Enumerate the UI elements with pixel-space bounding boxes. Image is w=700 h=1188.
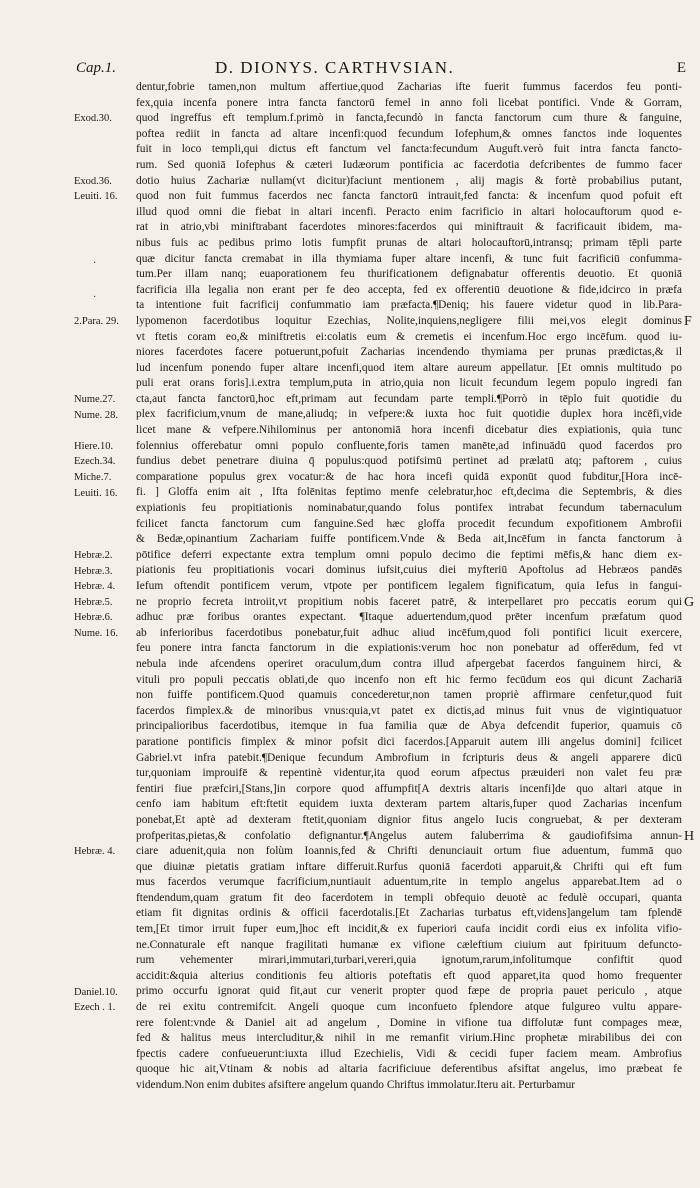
text-line: fentiri fiue præfciri,[Stans,]in corpore quod affumpfit[A dextris altaris incenfi]de quo altari atque in [136,782,682,795]
margin-reference: Hebræ.2. [74,550,113,561]
text-line: feu ponere intra fancta fanctorum in die expiationis:verum hoc non ponebatur ad offerēdum, fed vt [136,642,682,655]
margin-reference: Hebræ. 4. [74,846,116,858]
text-line: que diuinæ pietatis gratiam inftare differuit.Rurfus quoniā facerdoti apparuit,& Chrifti qui eft fum [136,860,682,873]
text-line: paratione pontificis fimplex & minor pofsit dici facerdos.[Apparuit autem illi angelus domini] fcilicet [136,735,682,748]
text-line: primo occurfu ignorat quid fit,aut cur venerit propter quod fæpe de propria pauet periculo , atque [136,985,682,998]
margin-reference: Nume. 16. [74,628,119,639]
text-line: accidit:&quia alterius conditionis feu altioris poteftatis eft quod apparet,ita quod homo frequenter [136,969,682,982]
paragraph-mark: · [93,258,97,269]
margin-reference: Daniel.10. [74,986,118,998]
margin-reference: Hiere.10. [74,440,114,452]
text-line: nibus fuis ac pedibus primo lotis fumpfit prunas de altari holocauftorū,intransq; primam tēpli parte [136,236,682,249]
text-line: fed & halitus meus intercluditur,& nihil in me remanfit virium.Hinc prophetæ mirabilibus dei con [136,1032,682,1045]
text-line: facerdos fimplex.& de minoribus vnus:quia,vt patet ex dictis,ad minus fuit vnus de vigintiquatuor [136,704,682,717]
text-line: fcilicet fancta fanctorum cum fanguine.Sed hæc gloffa procedit fecundum expofitionem Ambrofii [136,517,682,530]
margin-reference: Exod.36. [74,175,112,187]
margin-reference: Hebræ.5. [74,596,113,608]
running-title: D. DIONYS. CARTHVSIAN. [215,58,455,77]
text-line: facrificia illa legalia non erant per fe deo accepta, fed ex offerentiū deuotione & fide,idcirco in præfa [136,283,682,296]
text-line: niores facerdotes facere potuerunt,pofuit Zacharias incendendo thymiama per prunas prædictas,& il [136,346,682,359]
text-line: tum.Per illam nanq; euaporationem feu thurificationem defignabatur offerentis deuotio. Et quoniā [136,268,682,281]
commentary-text [136,80,682,1094]
chapter-label: Cap.1. [76,60,117,76]
margin-reference: Ezech . 1. [74,1002,116,1014]
text-line: licet mane & vefpere.Nihilominus per antonomiā hora incenfi dicebatur dies expiationis, quia tunc [136,424,682,437]
text-line: quod ingreffus eft templum.f.primò in fancta,fecundò in fancta fanctorum cum thure & fanguine, [136,112,682,125]
text-line: fuit in loco templi,qui dictus eft fanctum vel fancta:fecundum Auguft.verò fuit intra fancta fancto- [136,143,682,156]
text-line: poftea rediit in fancta ad altare incenfi:quod fecundum Iofephum,& omnes fanctos inde loquentes [136,127,682,140]
text-line: plex facrificium,vnum de mane,aliudq; in vefpere:& iuxta hoc fuit quotidie duplex hora incēfi,vide [136,408,682,421]
text-line: fi. ] Gloffa enim ait , Ifta folēnitas feptimo menfe celebratur,hoc eft,decima die Septembris, & dies [136,486,682,499]
text-line: quoque hic ait,Vtinam & nobis ad altaria facrificiuue deferentibus afsiftat angelus, imo præbeat fe [136,1063,682,1076]
text-line: pōtifice deferri expectante extra templum omni populo decimo die feptimi mēfis,& hanc diem ex- [136,548,682,561]
text-line: de rei exitu contremifcit. Angeli quoque cum inconfueto fplendore atque fulgureo vultu appare- [136,1001,682,1014]
text-line: lypomenon facerdotibus loquitur Ezechias, Nolite,inquiens,negligere filii mei,vos elegit dominus [136,314,682,327]
text-line: tur,quoniam improuifē & repentinè videntur,ita quod eorum afpectus præuideri non valet feu præ [136,767,682,780]
text-line: Gabriel.vt infra patebit.¶Denique fecundum Ambrofium in fcripturis deus & angeli apparere dicū [136,751,682,764]
text-line: vituli pro populi peccatis oblati,de quo incenfo non eft hic fermo fecūdum eos qui dicunt Zachariā [136,673,682,686]
text-line: rum. Sed quoniā Iofephus & cæteri Iudæorum pontificia ac facerdotia defcribentes de fummo facer [136,158,682,171]
text-line: piationis feu propitiationis vocari dominus iufsit,cuius diei myfteriū Apoftolus ad Hebræos pandēs [136,564,682,577]
text-line: ab inferioribus facerdotibus ponebatur,fuit adhuc aliud incēfum,quod foli pontifici licuit exercere, [136,626,682,639]
section-letter: G [684,594,695,610]
text-line: tem,[Et timor irruit fuper eum,]hoc eft incidit,& ex fuperiori caufa incidit cordi eius ex infolita vifio- [136,923,682,936]
margin-reference: Hebræ. 4. [74,581,116,593]
text-line: ftendendum,quam gratum fit deo facerdotem in templi obfequio deuotè ac fedulè occupari, quanta [136,891,682,904]
text-line: principalioribus facerdotibus, itemque in fua familia quæ de Abya defcendit fuperior, quamuis cō [136,720,682,733]
margin-reference: Nume.27. [74,394,116,405]
text-line: illud quod omni die fiebat in altari incenfi. Peracto enim facrificio in altari holocauftorum quod e- [136,205,682,218]
text-line: ponebat,Et aptè ad dexteram ftetit,quoniam dignior fitus angelo Iucis congruebat, & per dexteram [136,813,682,826]
margin-reference: 2.Para. 29. [74,316,119,327]
text-line: fpectis cadere confueuerunt:iuxta illud Ezechielis, Vidi & cecidi fuper faciem meam. Ambrofius [136,1047,682,1060]
text-line: videndum.Non enim dubites afsiftere angelum quando Chriftus immolatur.Iteru ait. Perturbamur [136,1079,576,1091]
text-line: fundius debet penetrare diuina q̄ populus:quod potifsimū pertinet ad prælatū atq; paftorem , cuius [136,455,682,468]
text-line: mus facerdos verumque facrificium,nuntiauit aduentum,rite in templo angelus apparebat.Item ad o [136,876,682,889]
text-line: lud incenfum ponendo fuper altare incenfi,quod item altare aureum appellatur. [Et omnis multitudo po [136,361,682,374]
section-letter: H [684,828,695,844]
text-line: puli erat orans foris].i.extra templum,puta in atrio,quia non licuit fecundum legem populo ingredi fan [136,377,682,390]
text-line: rat in atrio,vbi miniftrabant facerdotes minores:facerdos qui miniftrauit & facrificauit ibidem, ma- [136,221,682,234]
text-line: ciare aduenit,quia non folùm Ioannis,fed & Chrifti denunciauit ortum fiue aduentum, fummā quo [136,845,682,858]
text-line: non fuiffe pontificem.Quod quamuis concederetur,non tamen propriè affirmare cenfetur,quod fuit [136,689,682,702]
margin-reference: Leuiti. 16. [74,487,118,499]
margin-reference: Nume. 28. [74,409,119,421]
text-line: etiam fit dignitas ordinis & officii facerdotalis.[Et Zacharias turbatus eft,videns]angelum tam fplendē [136,907,682,920]
text-line: comparatione populus grex vocatur:& de hac hora incefi quidā exponūt quod fubditur,[Hora incē- [136,470,682,483]
paragraph-mark: · [93,292,97,303]
section-letter: E [676,60,686,76]
text-line: vt ftetis coram eo,& miniftretis ei:colatis eum & cremetis ei incenfum.Hoc ergo incēfum. quod iu- [136,330,682,343]
text-line: dentur,fobrie tamen,non multum affertiue,quod Zacharias ifte fuerit fummus facerdos feu ponti- [136,81,682,93]
margin-reference: Leuiti. 16. [74,191,118,203]
text-line: fex,quia incenfa ponere intra fancta fanctorū femel in anno foli licebat pontifici. Vnde & Gorram, [136,96,682,109]
text-line: quæ dicitur fancta cremabat in illa thymiama fuper altare incenfi, & tunc fuit facrificiū confumma- [136,252,682,265]
section-letter: F [684,314,692,329]
text-line: rere folent:vnde & Daniel ait ad angelum , Domine in vifione tua diffolutæ funt compages meæ, [136,1016,682,1029]
margin-reference: Hebræ.3. [74,565,113,577]
text-line: folennius offerebatur omni populo confluente,foris tamen manēte,ad infinuādū quod facerdos pro [136,439,682,452]
text-line: adhuc præ foribus orantes expectant. ¶Itaque aduertendum,quod prēter incenfum præfatum quod [136,611,682,624]
text-line: ne proprio fecreta introiit,vt propitium nobis faceret patrē, & interpellaret pro peccatis eorum qui [136,595,682,608]
margin-reference: Exod.30. [74,113,112,125]
text-line: nebula inde afcendens operiret oraculum,dum contra illud afpergebat facerdos fanguinem hirci, & [136,657,682,670]
text-line: ne.Connaturale eft nanque fragilitati humanæ ex vifione cæleftium ciuium aut fpirituum defuncto- [136,938,682,951]
text-line: expiationis feu propitiationis nominabatur,quando folus pontifex intrabat fecundum tabernaculum [136,502,682,515]
text-line: rum vehementer mirari,immutari,turbari,vereri,quia ignotum,rarum,infolitumque confiftit quod [136,954,682,967]
text-line: ta intentione fuit facrificij confummatio iam præfacta.¶Deniq; his fauere videtur quod in lib.Para- [136,299,682,312]
text-line: profperitas,pietas,& confolatio defignantur.¶Angelus autem faluberrima & gaudiofifsima annun- [136,829,682,842]
text-line: dotio huius Zachariæ nullam(vt dicitur)faciunt mentionem , alij magis & fortè probabilius putant, [136,174,682,187]
margin-reference: Ezech.34. [74,456,116,468]
page-header [0,58,700,82]
text-line: & Bedæ,opinantium Zachariam fuiffe pontificem.Vnde & Beda ait,Incēfum in fancta fanctorum à [136,533,682,546]
text-line: Iefum oftendit pontificem verum, vtpote per pontificem legalem fignificatum, quia Iefus in fangui- [136,580,682,592]
margin-reference: Miche.7. [74,472,112,483]
margin-reference: Hebræ.6. [74,612,113,624]
text-line: quod non fuit fummus facerdos nec fancta fanctorū intrauit,fed fancta: & incenfum quod pofuit eft [136,190,682,203]
text-line: cta,aut fancta fanctorū,hoc eft,primam aut fecundam parte templi.¶Porrò in tēplo fuit quotidie du [136,392,682,405]
text-line: cenfo iam habitum eft:ftetit equidem iuxta dexteram partem altaris,fuper quod Zacharias incenfum [136,798,682,811]
